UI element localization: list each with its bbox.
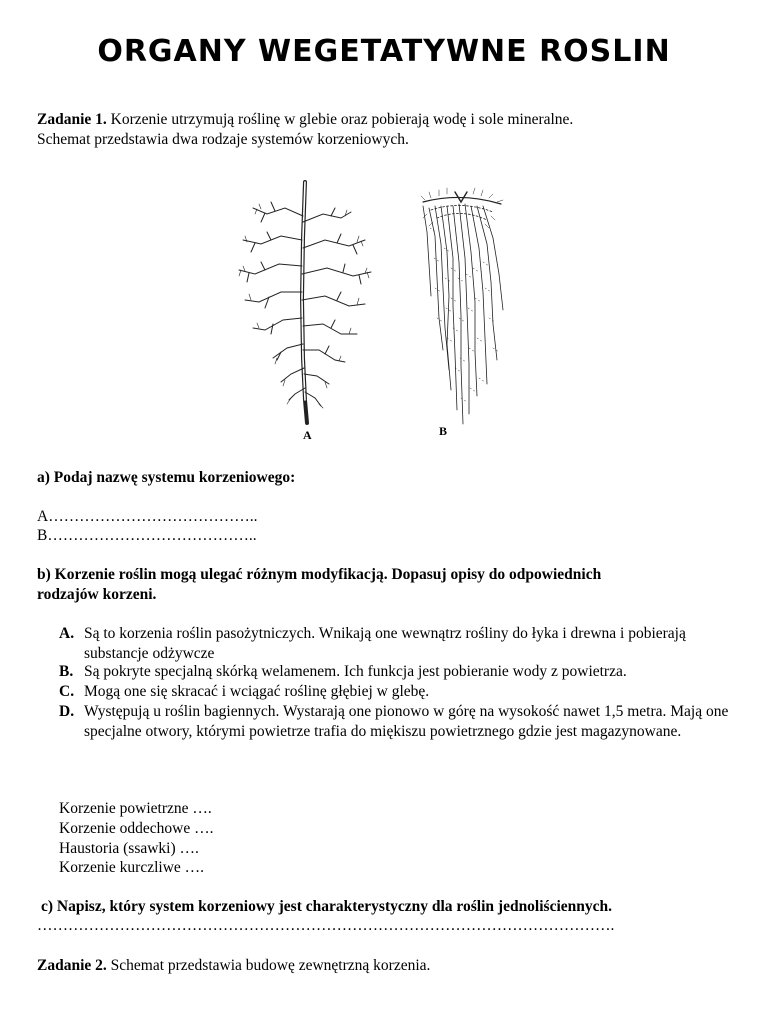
option-c xyxy=(59,682,729,702)
part-b-question-line1: b) Korzenie roślin mogą ulegać różnym modyfikacją. Dopasuj opisy do odpowiednich xyxy=(37,566,602,583)
option-b xyxy=(59,662,729,682)
root-systems-figure xyxy=(225,178,525,443)
figure-label-a: A xyxy=(303,428,312,442)
task2-text: Schemat przedstawia budowę zewnętrzną korzenia. xyxy=(110,957,431,974)
root-systems-drawing xyxy=(225,178,525,443)
part-b-question-line2: rodzajów korzeni. xyxy=(37,586,157,603)
option-letter: C. xyxy=(59,683,75,700)
part-a-answer-b: B………………………………….. xyxy=(37,527,257,544)
option-a xyxy=(59,624,729,664)
option-text: Są pokryte specjalną skórką welamenem. Ich funkcja jest pobieranie wody z powietrza. xyxy=(84,663,627,680)
task1-intro-line1 xyxy=(37,110,573,130)
task2-line xyxy=(37,956,430,976)
option-text: Są to korzenia roślin pasożytniczych. Wnikają one wewnątrz rośliny do łyka i drewna i pobierają substancje odżywcze xyxy=(84,625,686,662)
match-contractile-roots: Korzenie kurczliwe …. xyxy=(59,859,205,876)
figure-label-b: B xyxy=(439,424,448,438)
part-c-answer-line: …………………………………………………………………………………………………. xyxy=(37,917,615,934)
task1-text-1: Korzenie utrzymują roślinę w glebie oraz pobierają wodę i sole mineralne. xyxy=(110,111,574,128)
task2-label: Zadanie 2. xyxy=(37,957,107,974)
match-respiratory-roots: Korzenie oddechowe …. xyxy=(59,820,214,837)
option-letter: D. xyxy=(59,703,75,720)
taproot-system-drawing xyxy=(239,182,371,423)
match-haustoria: Haustoria (ssawki) …. xyxy=(59,840,199,857)
part-a-question: a) Podaj nazwę systemu korzeniowego: xyxy=(37,469,296,486)
option-text: Występują u roślin bagiennych. Wystarają one pionowo w górę na wysokość nawet 1,5 metra. Mają one specjalne otwory, którymi powietrze trafia do miękiszu powietrznego gdzie jest magazynowane. xyxy=(84,703,729,740)
task1-text-2: Schemat przedstawia dwa rodzaje systemów korzeniowych. xyxy=(37,131,409,148)
option-text: Mogą one się skracać i wciągać roślinę głębiej w glebę. xyxy=(84,683,430,700)
task1-label: Zadanie 1. xyxy=(37,111,107,128)
part-c-question: c) Napisz, który system korzeniowy jest charakterystyczny dla roślin jednoliściennych. xyxy=(41,898,613,915)
match-aerial-roots: Korzenie powietrzne …. xyxy=(59,800,212,817)
fibrous-root-system-drawing xyxy=(421,188,503,424)
option-letter: B. xyxy=(59,663,74,680)
page-title: ORGANY WEGETATYWNE ROSLIN xyxy=(97,34,671,69)
option-letter: A. xyxy=(59,625,75,642)
part-a-answer-a: A………………………………….. xyxy=(37,508,258,525)
option-d xyxy=(59,702,729,742)
